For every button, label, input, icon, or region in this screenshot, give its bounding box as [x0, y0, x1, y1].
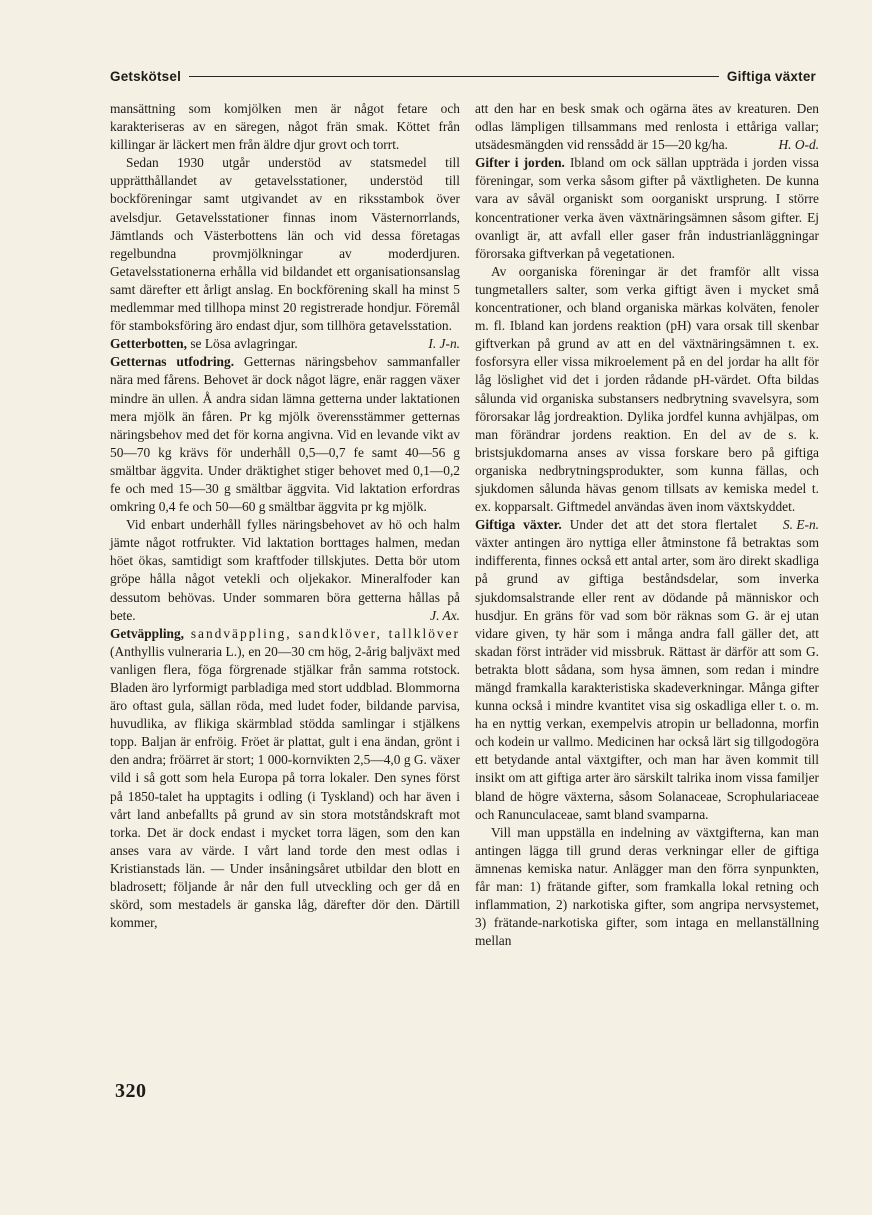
right-column	[475, 100, 819, 950]
running-head-right: Giftiga växter	[726, 68, 816, 84]
page-number: 320	[115, 1080, 147, 1102]
entry-text: Ibland om ock sällan uppträda i jorden vissa föreningar, som verka såsom gifter på växtligheten. De kunna vara av såväl organiskt som oorganiskt ursprung. I större koncentrationer verka även växtnäringsämnen såsom gifter. Ej ovanligt är, att avfall eller gaser från industrianläggningar förorsaka giftverkan på vegetationen.	[475, 155, 819, 261]
running-head-rule	[189, 76, 719, 77]
running-head-left: Getskötsel	[110, 68, 182, 84]
author-signature: S. E-n.	[782, 517, 819, 533]
entry-text: Under det att det stora flertalet växter antingen äro nyttiga eller åtminstone få betraktas som indifferenta, finnes också ett antal arter, som äro direkt skadliga på grund av giftiga beståndsdelar, som inverka sjukdomsalstrande eller rent av dödande på människor och husdjur. En gräns för vad som bör räknas som G. är ej utan vidare given, ty här som i många andra fall gäller det, att skadan först inträder vid missbruk. Rättast är därför att som G. betrakta blott sådana, som hysa ämnen, som redan i mindre mängd framkalla karakteristiska skadeverkningar. Många gifter kunna också i mindre kvantitet visa sig oskadliga eller t. o. m. ha en nyttig verkan, exempelvis atropin ur belladonna, morfin och kodein ur vallmo. Medicinen har också lärt sig tillgodogöra ett betydande antal växtgifter, och man har även kommit till insikt om att giftiga arter äro särskilt talrika inom vissa familjer bland de högre växterna, såsom Solanaceae, Scrophulariaceae och Ranunculaceae, samt bland svamparna.	[475, 517, 819, 822]
entry-synonyms: sandväppling, sandklöver, tallklöver	[184, 625, 460, 641]
paragraph-text: att den har en besk smak och ogärna ätes av kreaturen. Den odlas lämpligen tillsammans med renlosta i ettåriga vallar; utsädesmängden vid renssådd är 15—20 kg/ha.	[475, 101, 819, 153]
entry-text: Getternas näringsbehov sammanfaller nära med fårens. Behovet är dock något lägre, enär raggen växer mindre än ullen. Å andra sidan lämna getterna under laktationen mera mjölk än fåren. Pr kg mjölk överensstämmer getternas näringsbehov med det för korna angivna. Vid en levande vikt av 50—70 kg krävs för underhåll 0,5—0,7 fe samt 40—56 g smältbar äggvita. Under dräktighet stiger behovet med 0,1—0,2 fe och med 15—30 g smältbar äggvita. Vid laktation erfordras omkring 0,4 fe och 50—60 g smältbar äggvita pr kg mjölk.	[110, 354, 460, 515]
entry-getvappling	[110, 625, 460, 933]
paragraph	[475, 824, 819, 951]
entry-text: (Anthyllis vulneraria L.), en 20—30 cm hög, 2-årig baljväxt med vanligen flera, föga förgrenade stjälkar från samma rotstock. Bladen äro lyrformigt parbladiga med stort uddblad. Blommorna äro oftast gula, sällan röda, med ludet foder, bildande parvisa, huvudlika, av flikiga skärmblad stödda samlingar i stjälkens topp. Baljan är enfröig. Fröet är plattat, gult i ena ändan, grönt i den andra; fröärret är stort; 1 000-kornvikten 2,5—4,0 g G. växer vild i så gott som hela Europa på torra lokaler. Den synes först på 1850-talet ha upptagits i odling (i Tyskland) och har även i vårt land anbefallts på grund av sin stora motståndskraft mot torka. Det är dock endast i mycket torra lägen, som den kan anses vara av värde. I vårt land torde den mest odlas i Kristianstads län. — Under insåningsåret utbildar den blott en bladrosett; följande år når den full utveckling och ger då en skörd, som mestadels är ganska låg, därefter dör den. Därtill kommer,	[110, 643, 460, 931]
entry-headword: Gifter i jorden.	[475, 155, 565, 171]
entry-getternas-utfodring	[110, 353, 460, 516]
entry-giftiga-vaxter	[475, 516, 819, 824]
entry-headword: Giftiga växter.	[475, 517, 562, 533]
paragraph	[110, 516, 460, 625]
paragraph	[110, 100, 460, 154]
paragraph-text: Sedan 1930 utgår understöd av statsmedel till upprätthållandet av getavelsstationer, understöd till bockföreningar samt utgivandet av en riksstambok över avelsdjur. Getavelsstationer finnas inom Västernorrlands, Jämtlands och Västerbottens län och vid dessa företagas regelbundna provmjölkningar av moderdjuren. Getavelsstationerna erhålla vid bildandet ett organisationsanslag samt därefter ett årligt anslag. En bockförening skall ha minst 5 medlemmar med tillhopa minst 20 registrerade hondjur. Föremål för stamboksföring äro endast djur, som tillhöra getavelsstation.	[110, 155, 460, 334]
running-head	[110, 66, 816, 86]
author-signature: J. Ax.	[430, 607, 460, 623]
entry-text: se Lösa avlagringar.	[186, 336, 298, 352]
paragraph-text: mansättning som komjölken men är något fetare och karakteriseras av en säregen, något frän smak. Köttet från killingar är läckert men från äldre djur grovt och torrt.	[110, 101, 460, 153]
author-signature: H. O-d.	[778, 137, 819, 153]
author-signature: I. J-n.	[428, 336, 460, 352]
entry-headword: Getterbotten,	[110, 336, 187, 352]
left-column	[110, 100, 460, 932]
paragraph-text: Vid enbart underhåll fylles näringsbehovet av hö och halm jämte något rotfrukter. Vid laktation borttages halmen, medan höet ökas, samtidigt som kraftfoder tillskjutes. Detta bör utom gröpe hålla något vetekli och oljekakor. Mineralfoder kan dessutom behövas. Under sommaren böra getterna hållas på bete.	[110, 517, 460, 623]
entry-headword: Getväppling,	[110, 625, 185, 641]
paragraph-text: Vill man uppställa en indelning av växtgifterna, kan man antingen lägga till grund deras verkningar eller de giftiga ämnenas kemiska natur. Anlägger man den förra synpunkten, får man: 1) frätande gifter, som framkalla lokal retning och inflammation, 2) narkotiska gifter, som angripa nervsystemet, 3) frätande-narkotiska gifter, som intaga en mellanställning mellan	[475, 824, 819, 949]
paragraph-text: Av oorganiska föreningar är det framför allt vissa tungmetallers salter, som verka giftigt även i mycket små koncentrationer, och bland organiska märkas kolväten, fenoler m. fl. Ibland kan jordens reaktion (pH) vara orsak till skenbar giftverkan på grund av att en del växtnäringsämnen t. ex. fosforsyra eller vissa mikroelement på en del jordar ha allt för låg löslighet vid det i jorden rådande pH-värdet. Ofta bildas sålunda vid organiska substansers nedbrytning svavelsyra, som förorsakar låg jordreaktion. Dylika jordfel kunna avhjälpas, om man förändrar jordens reaktion. En del av de s. k. bristsjukdomarna anses av vissa forskare bero på giftiga organiska nedbrytningsprodukter, som kunna fällas, och sjukdomen sålunda hävas genom tillsats av kemiska medel t. ex. kopparsalt. Giftmedel användas även inom växtskyddet.	[475, 263, 819, 515]
entry-gifter-i-jorden	[475, 154, 819, 263]
entry-headword: Getternas utfodring.	[110, 354, 235, 370]
paragraph	[475, 100, 819, 154]
